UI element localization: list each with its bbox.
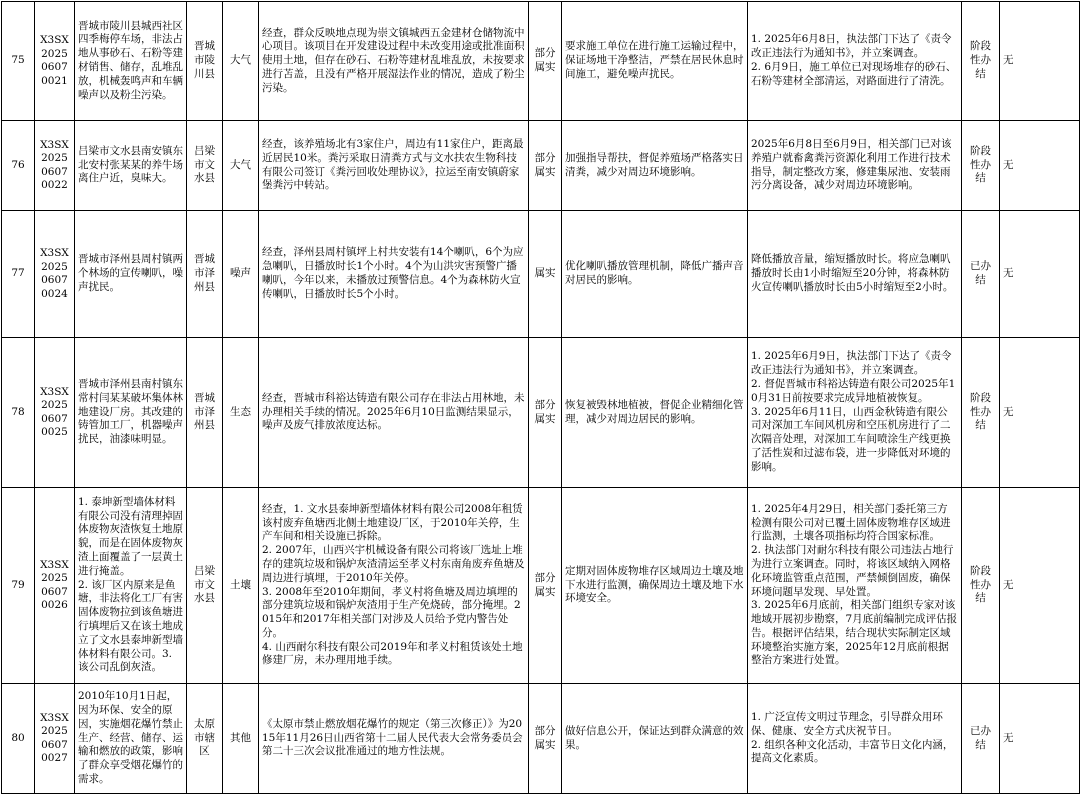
issue-description: 吕梁市文水县南安镇东北安村张某某的养牛场离住户近，臭味大。: [75, 121, 187, 211]
administrative-area: 晋城市陵川县: [187, 2, 223, 121]
verification-result: 部分属实: [529, 488, 562, 684]
row-number: 76: [2, 121, 35, 211]
accountability-result: 无: [1000, 2, 1080, 121]
accountability-result: 无: [1000, 121, 1080, 211]
handling-progress: 1. 2025年6月9日，执法部门下达了《责令改正违法行为通知书》，并立案调查。 2. 督促晋城市科裕达铸造有限公司2025年10月31日前按要求完成异地植被恢复。 3. 2025年6月11日，山西金秋铸造有限公司对深加工车间风机房和空压机房进行了二次隔音处理，对深加工车间喷涂生产线更换了活性炭和过滤布袋，进一步降低对环境的影响。: [748, 338, 962, 488]
case-code: X3SX202506070022: [35, 121, 75, 211]
table-row: [2, 2, 1080, 121]
handling-progress: 1. 广泛宣传文明过节理念，引导群众用环保、健康、安全方式庆祝节日。 2. 组织各种文化活动，丰富节日文化内涵，提高文化素质。: [748, 684, 962, 794]
verification-result: 部分属实: [529, 121, 562, 211]
table-row: [2, 684, 1080, 794]
row-number: 75: [2, 2, 35, 121]
pollution-type: 生态: [223, 338, 259, 488]
issue-description: 1. 泰坤新型墙体材料有限公司没有清理掉固体废物灰渣恢复土地原貌，而是在固体废物灰渣上面覆盖了一层黄土进行掩盖。 2. 该厂区内原来是鱼塘，非法将化工厂有害固体废物拉到该鱼塘进行填埋后又在该土地成立了文水县泰坤新型墙体材料有限公司。3. 该公司乱倒灰渣。: [75, 488, 187, 684]
rectification-measures: 做好信息公开，保证达到群众满意的效果。: [562, 684, 748, 794]
investigation-finding: 经查，群众反映地点现为崇文镇城西五金建材仓储物流中心项目。该项目在开发建设过程中未改变用途或批准面积使用土地，但存在砂石、石粉等建材乱堆乱放，未按要求进行苫盖，且没有严格开展湿法作业的情况，造成了粉尘污染。: [259, 2, 529, 121]
accountability-result: 无: [1000, 211, 1080, 338]
table-row: [2, 121, 1080, 211]
table-row: [2, 338, 1080, 488]
handling-progress: 1. 2025年4月29日，相关部门委托第三方检测有限公司对已覆土固体废物堆存区域进行监测，土壤各项指标均符合国家标准。 2. 执法部门对耐尔科技有限公司违法占地行为进行立案调查。同时，将该区域纳入网格化环境监管重点范围，严禁倾倒固废，确保环境问题早发现、早处置。 3. 2025年6月底前，相关部门组织专家对该地域开展初步勘察，7月底前编制完成评估报告。根据评估结果，结合现状实际制定区域环境整治实施方案，2025年12月底前根据整治方案进行处置。: [748, 488, 962, 684]
pollution-type: 大气: [223, 121, 259, 211]
administrative-area: 吕梁市文水县: [187, 121, 223, 211]
investigation-finding: 经查，1. 文水县泰坤新型墙体材料有限公司2008年租赁该村废弃鱼塘西北侧土地建设厂区，于2010年关停，生产车间和相关设施已拆除。 2. 2007年，山西兴宇机械设备有限公司将该厂选址上堆存的建筑垃圾和锅炉灰渣清运至孝义村东南角废弃鱼塘及周边进行填埋，于2010年关停。 3. 2008年至2010年期间，孝义村将鱼塘及周边填埋的部分建筑垃圾和锅炉灰渣用于生产免烧砖，部分掩埋。2015年和2017年相关部门对涉及人员给予党内警告处分。 4. 山西耐尔科技有限公司2019年和孝义村租赁该处土地修建厂房，未办理用地手续。: [259, 488, 529, 684]
pollution-type: 其他: [223, 684, 259, 794]
case-code: X3SX202506070025: [35, 338, 75, 488]
case-code: X3SX202506070027: [35, 684, 75, 794]
row-number: 80: [2, 684, 35, 794]
accountability-result: 无: [1000, 488, 1080, 684]
administrative-area: 吕梁市文水县: [187, 488, 223, 684]
complaint-table: [1, 1, 1080, 794]
case-code: X3SX202506070021: [35, 2, 75, 121]
row-number: 79: [2, 488, 35, 684]
case-status: 阶段性办结: [962, 338, 1000, 488]
handling-progress: 1. 2025年6月8日，执法部门下达了《责令改正违法行为通知书》，并立案调查。 2. 6月9日，施工单位已对现场堆存的砂石、石粉等建材全部清运，对路面进行了清洗。: [748, 2, 962, 121]
case-status: 阶段性办结: [962, 2, 1000, 121]
verification-result: 部分属实: [529, 338, 562, 488]
row-number: 78: [2, 338, 35, 488]
issue-description: 晋城市泽州县南村镇东常村闫某某破坏集体林地建设厂房。其改建的铸管加工厂，机器噪声扰民，油漆味明显。: [75, 338, 187, 488]
case-code: X3SX202506070024: [35, 211, 75, 338]
verification-result: 属实: [529, 211, 562, 338]
rectification-measures: 恢复被毁林地植被，督促企业精细化管理，减少对周边居民的影响。: [562, 338, 748, 488]
administrative-area: 太原市辖区: [187, 684, 223, 794]
accountability-result: 无: [1000, 338, 1080, 488]
investigation-finding: 经查，泽州县周村镇坪上村共安装有14个喇叭，6个为应急喇叭，日播放时长1个小时。4个为山洪灾害预警广播喇叭，今年以来，未播放过预警信息。4个为森林防火宣传喇叭，日播放时长5个小时。: [259, 211, 529, 338]
handling-progress: 2025年6月8日至6月9日，相关部门已对该养殖户就畜禽粪污资源化利用工作进行技术指导，制定整改方案，修建集尿池、安装雨污分离设备，减少对周边环境影响。: [748, 121, 962, 211]
case-status: 阶段性办结: [962, 488, 1000, 684]
rectification-measures: 加强指导帮扶，督促养殖场严格落实日清粪，减少对周边环境影响。: [562, 121, 748, 211]
table-row: [2, 488, 1080, 684]
handling-progress: 降低播放音量，缩短播放时长。将应急喇叭播放时长由1小时缩短至20分钟，将森林防火宣传喇叭播放时长由5小时缩短至2小时。: [748, 211, 962, 338]
case-status: 已办结: [962, 684, 1000, 794]
verification-result: 部分属实: [529, 2, 562, 121]
administrative-area: 晋城市泽州县: [187, 338, 223, 488]
rectification-measures: 定期对固体废物堆存区域周边土壤及地下水进行监测，确保周边土壤及地下水环境安全。: [562, 488, 748, 684]
pollution-type: 大气: [223, 2, 259, 121]
case-code: X3SX202506070026: [35, 488, 75, 684]
case-status: 阶段性办结: [962, 121, 1000, 211]
investigation-finding: 经查，该养殖场北有3家住户，周边有11家住户，距离最近居民10米。粪污采取日清粪方式与文水扶农生物科技有限公司签订《粪污回收处理协议》，拉运至南安镇蔚家堡粪污中转站。: [259, 121, 529, 211]
administrative-area: 晋城市泽州县: [187, 211, 223, 338]
table-row: [2, 211, 1080, 338]
rectification-measures: 要求施工单位在进行施工运输过程中，保证场地干净整洁，严禁在居民休息时间施工，避免噪声扰民。: [562, 2, 748, 121]
issue-description: 2010年10月1日起，因为环保、安全的原因，实施烟花爆竹禁止生产、经营、储存、运输和燃放的政策，影响了群众享受烟花爆竹的需求。: [75, 684, 187, 794]
pollution-type: 噪声: [223, 211, 259, 338]
investigation-finding: 经查，晋城市科裕达铸造有限公司存在非法占用林地，未办理相关手续的情况。2025年6月10日监测结果显示，噪声及废气排放浓度达标。: [259, 338, 529, 488]
pollution-type: 土壤: [223, 488, 259, 684]
case-status: 已办结: [962, 211, 1000, 338]
issue-description: 晋城市泽州县周村镇两个林场的宣传喇叭，噪声扰民。: [75, 211, 187, 338]
rectification-measures: 优化喇叭播放管理机制，降低广播声音对居民的影响。: [562, 211, 748, 338]
accountability-result: 无: [1000, 684, 1080, 794]
row-number: 77: [2, 211, 35, 338]
issue-description: 晋城市陵川县城西社区四季梅停车场，非法占地从事砂石、石粉等建材销售、储存，乱堆乱放，机械轰鸣声和车辆噪声以及粉尘污染。: [75, 2, 187, 121]
verification-result: 部分属实: [529, 684, 562, 794]
investigation-finding: 《太原市禁止燃放烟花爆竹的规定（第三次修正）》为2015年11月26日山西省第十二届人民代表大会常务委员会第二十三次会议批准通过的地方性法规。: [259, 684, 529, 794]
